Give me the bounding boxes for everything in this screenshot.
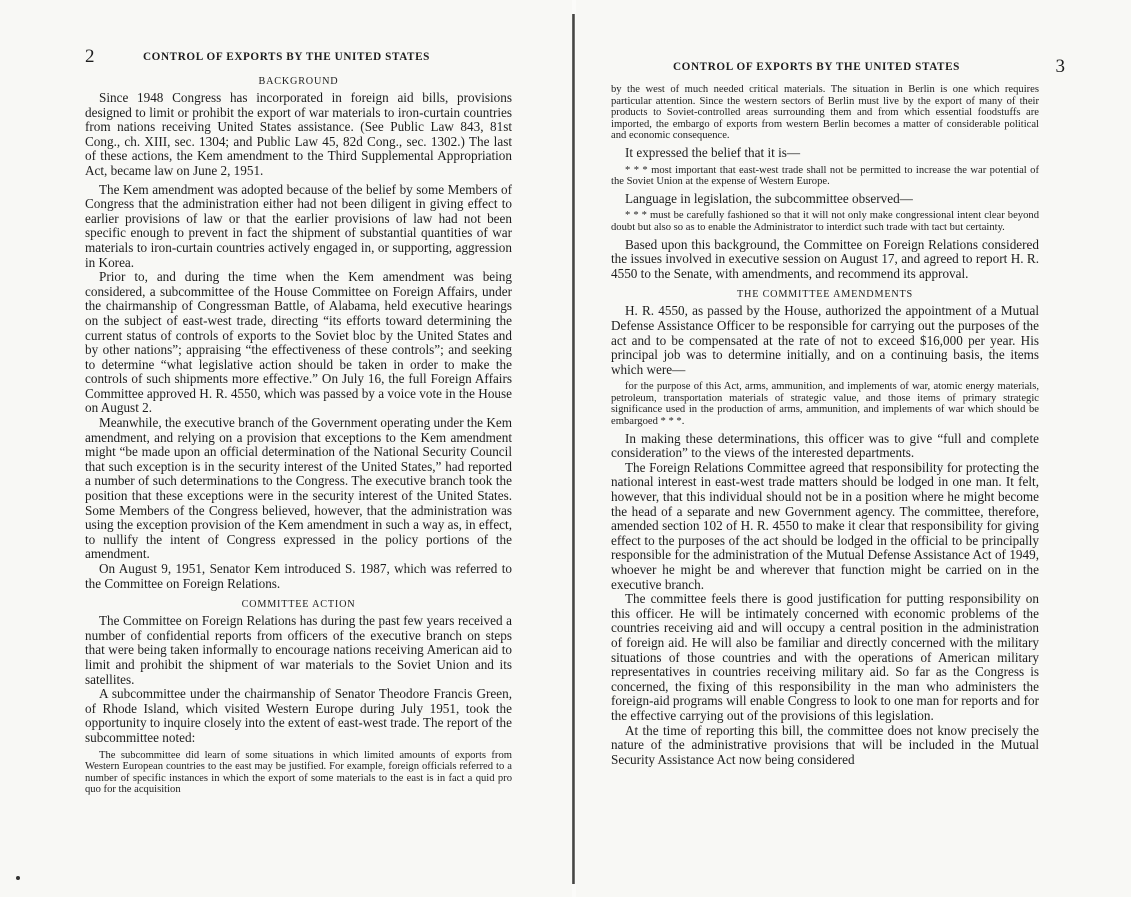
page-number: 2 [85,46,95,67]
paragraph: Since 1948 Congress has incorporated in foreign aid bills, provisions designed to limit or prohibit the export of war materials to iron-curtain countries from nations receiving United States assistance. (See Public Law 843, 81st Cong., ch. XIII, sec. 1304; and Public Law 45, 82d Cong., sec. 1302.) The last of these actions, the Kem amendment to the Third Supplemental Appropriation Act, became law on June 2, 1951. [85,90,512,178]
paragraph: Meanwhile, the executive branch of the Government operating under the Kem amendment, and relying on a provision that exceptions to the Kem amendment might “be made upon an official determination of the National Security Council that such exception is in the security interest of the United States,” had reported a number of such determinations to the Congress. The executive branch took the position that these exceptions were in the security interest of the United States. Some Members of the Congress believed, however, that the administration was using the exception provision of the Kem amendment in such a way as, in effect, to nullify the intent of Congress expressed in the policy portions of the amendment. [85,415,512,562]
running-title: CONTROL OF EXPORTS BY THE UNITED STATES [143,51,431,63]
section-heading-committee-action: COMMITTEE ACTION [241,599,356,611]
block-quote: * * * most important that east-west trade shall not be permitted to increase the war potential of the Soviet Union at the expense of Western Europe. [611,164,1039,188]
paragraph: The Foreign Relations Committee agreed that responsibility for protecting the national interest in east-west trade matters should be lodged in one man. It felt, however, that this individual should not be in a position where he might become the head of a separate and new Government agency. The committee, therefore, amended section 102 of H. R. 4550 to make it clear that responsibility for giving effect to the purposes of the act should be lodged in the official to be principally responsible for the administration of the Mutual Defense Assistance Act of 1949, whoever he might be and wherever that function might be carried on in the executive branch. [611,459,1039,592]
paragraph: It expressed the belief that it is— [625,144,801,160]
paragraph: The Committee on Foreign Relations has during the past few years received a number of confidential reports from officers of the executive branch on steps that were being taken informally to encourage nations receiving American aid to limit and prohibit the shipment of war materials to the Soviet Union and its satellites. [85,613,512,687]
right-column [611,56,1065,767]
paragraph: Prior to, and during the time when the Kem amendment was being considered, a subcommittee of the House Committee on Foreign Affairs, under the chairmanship of Congressman Battle, of Alabama, held executive hearings on the subject of east-west trade, directing “its efforts toward determining the current status of controls of exports to the Soviet bloc by the United States and by other nations”; appraising “the effectiveness of these controls”; and seeking to determine “what legislative action should be taken in order to make the controls of such shipments more effective.” On July 16, the full Foreign Affairs Committee approved H. R. 4550, which was passed by a voice vote in the House on August 2. [85,269,512,416]
paragraph: The committee feels there is good justification for putting responsibility on this officer. He will be intimately concerned with economic problems of the countries receiving aid and will occupy a central position in the administration of foreign aid. He will also be familiar and directly concerned with the military situations of those countries and with the operations of American military representatives in countries receiving military aid. So far as the Congress is concerned, the fixing of this responsibility in the man who administers the foreign-aid programs will enable Congress to look to one man for reports and for the effective carrying out of the provisions of this legislation. [611,591,1039,723]
block-quote: by the west of much needed critical materials. The situation in Berlin is one which requires particular attention. Since the western sectors of Berlin must live by the export of many of their products to Soviet-controlled areas surrounding them and from which essential foodstuffs are imported, the embargo of exports from western Berlin becomes a matter of considerable political and economic consequence. [611,84,1039,142]
page-number: 3 [1055,56,1065,77]
left-running-head [85,48,512,72]
paragraph: In making these determinations, this officer was to give “full and complete consideration” to the views of the interested departments. [611,430,1039,461]
section-heading-background: BACKGROUND [258,76,339,87]
paragraph: Based upon this background, the Committee on Foreign Relations considered the issues involved in executive session on August 17, and agreed to report H. R. 4550 to the Senate, with amendments, and recommend its approval. [611,236,1039,281]
page-gutter [572,14,575,884]
paragraph: On August 9, 1951, Senator Kem introduced S. 1987, which was referred to the Committee on Foreign Relations. [85,561,512,591]
paragraph: A subcommittee under the chairmanship of Senator Theodore Francis Green, of Rhode Island, which visited Western Europe during July 1951, took the opportunity to inquire closely into the extent of east-west trade. The report of the subcommittee noted: [85,686,512,745]
right-page [576,0,1131,897]
paragraph: At the time of reporting this bill, the committee does not know precisely the nature of the administrative provisions that will be included in the Mutual Security Assistance Act now being considered [611,722,1039,767]
scan-speck [16,876,20,880]
block-quote: * * * must be carefully fashioned so that it will not only make congressional intent clear beyond doubt but also so as to enable the Administrator to interdict such trade with tact but certainty. [611,210,1039,233]
left-column [85,48,512,800]
right-running-head [611,56,1065,82]
block-quote: The subcommittee did learn of some situations in which limited amounts of exports from Western European countries to the east may be justified. For example, foreign officials referred to a number of specific instances in which the export of some materials to the east is in fact a quid pro quo for the acquisition [85,749,512,796]
paragraph: Language in legislation, the subcommittee observed— [625,190,913,206]
running-title: CONTROL OF EXPORTS BY THE UNITED STATES [673,61,961,73]
section-heading-committee-amendments: THE COMMITTEE AMENDMENTS [737,289,913,301]
block-quote: for the purpose of this Act, arms, ammunition, and implements of war, atomic energy materials, petroleum, transportation materials of strategic value, and those items of primary strategic significance used in the production of arms, ammunition, and implements of war which should be embargoed * * *. [611,381,1039,428]
paragraph: H. R. 4550, as passed by the House, authorized the appointment of a Mutual Defense Assistance Officer to be responsible for carrying out the purposes of the act and to be compensated at the rate of not to exceed $16,000 per year. His principal job was to determine initially, and on a continuing basis, the items which were— [611,303,1039,377]
paragraph: The Kem amendment was adopted because of the belief by some Members of Congress that the administration either had not been diligent in giving effect to earlier provisions of law or that the earlier provisions of law had not been specific enough to prevent in fact the shipment of substantial quantities of war materials to iron-curtain countries actively engaged in, or supporting, aggression in Korea. [85,181,512,270]
